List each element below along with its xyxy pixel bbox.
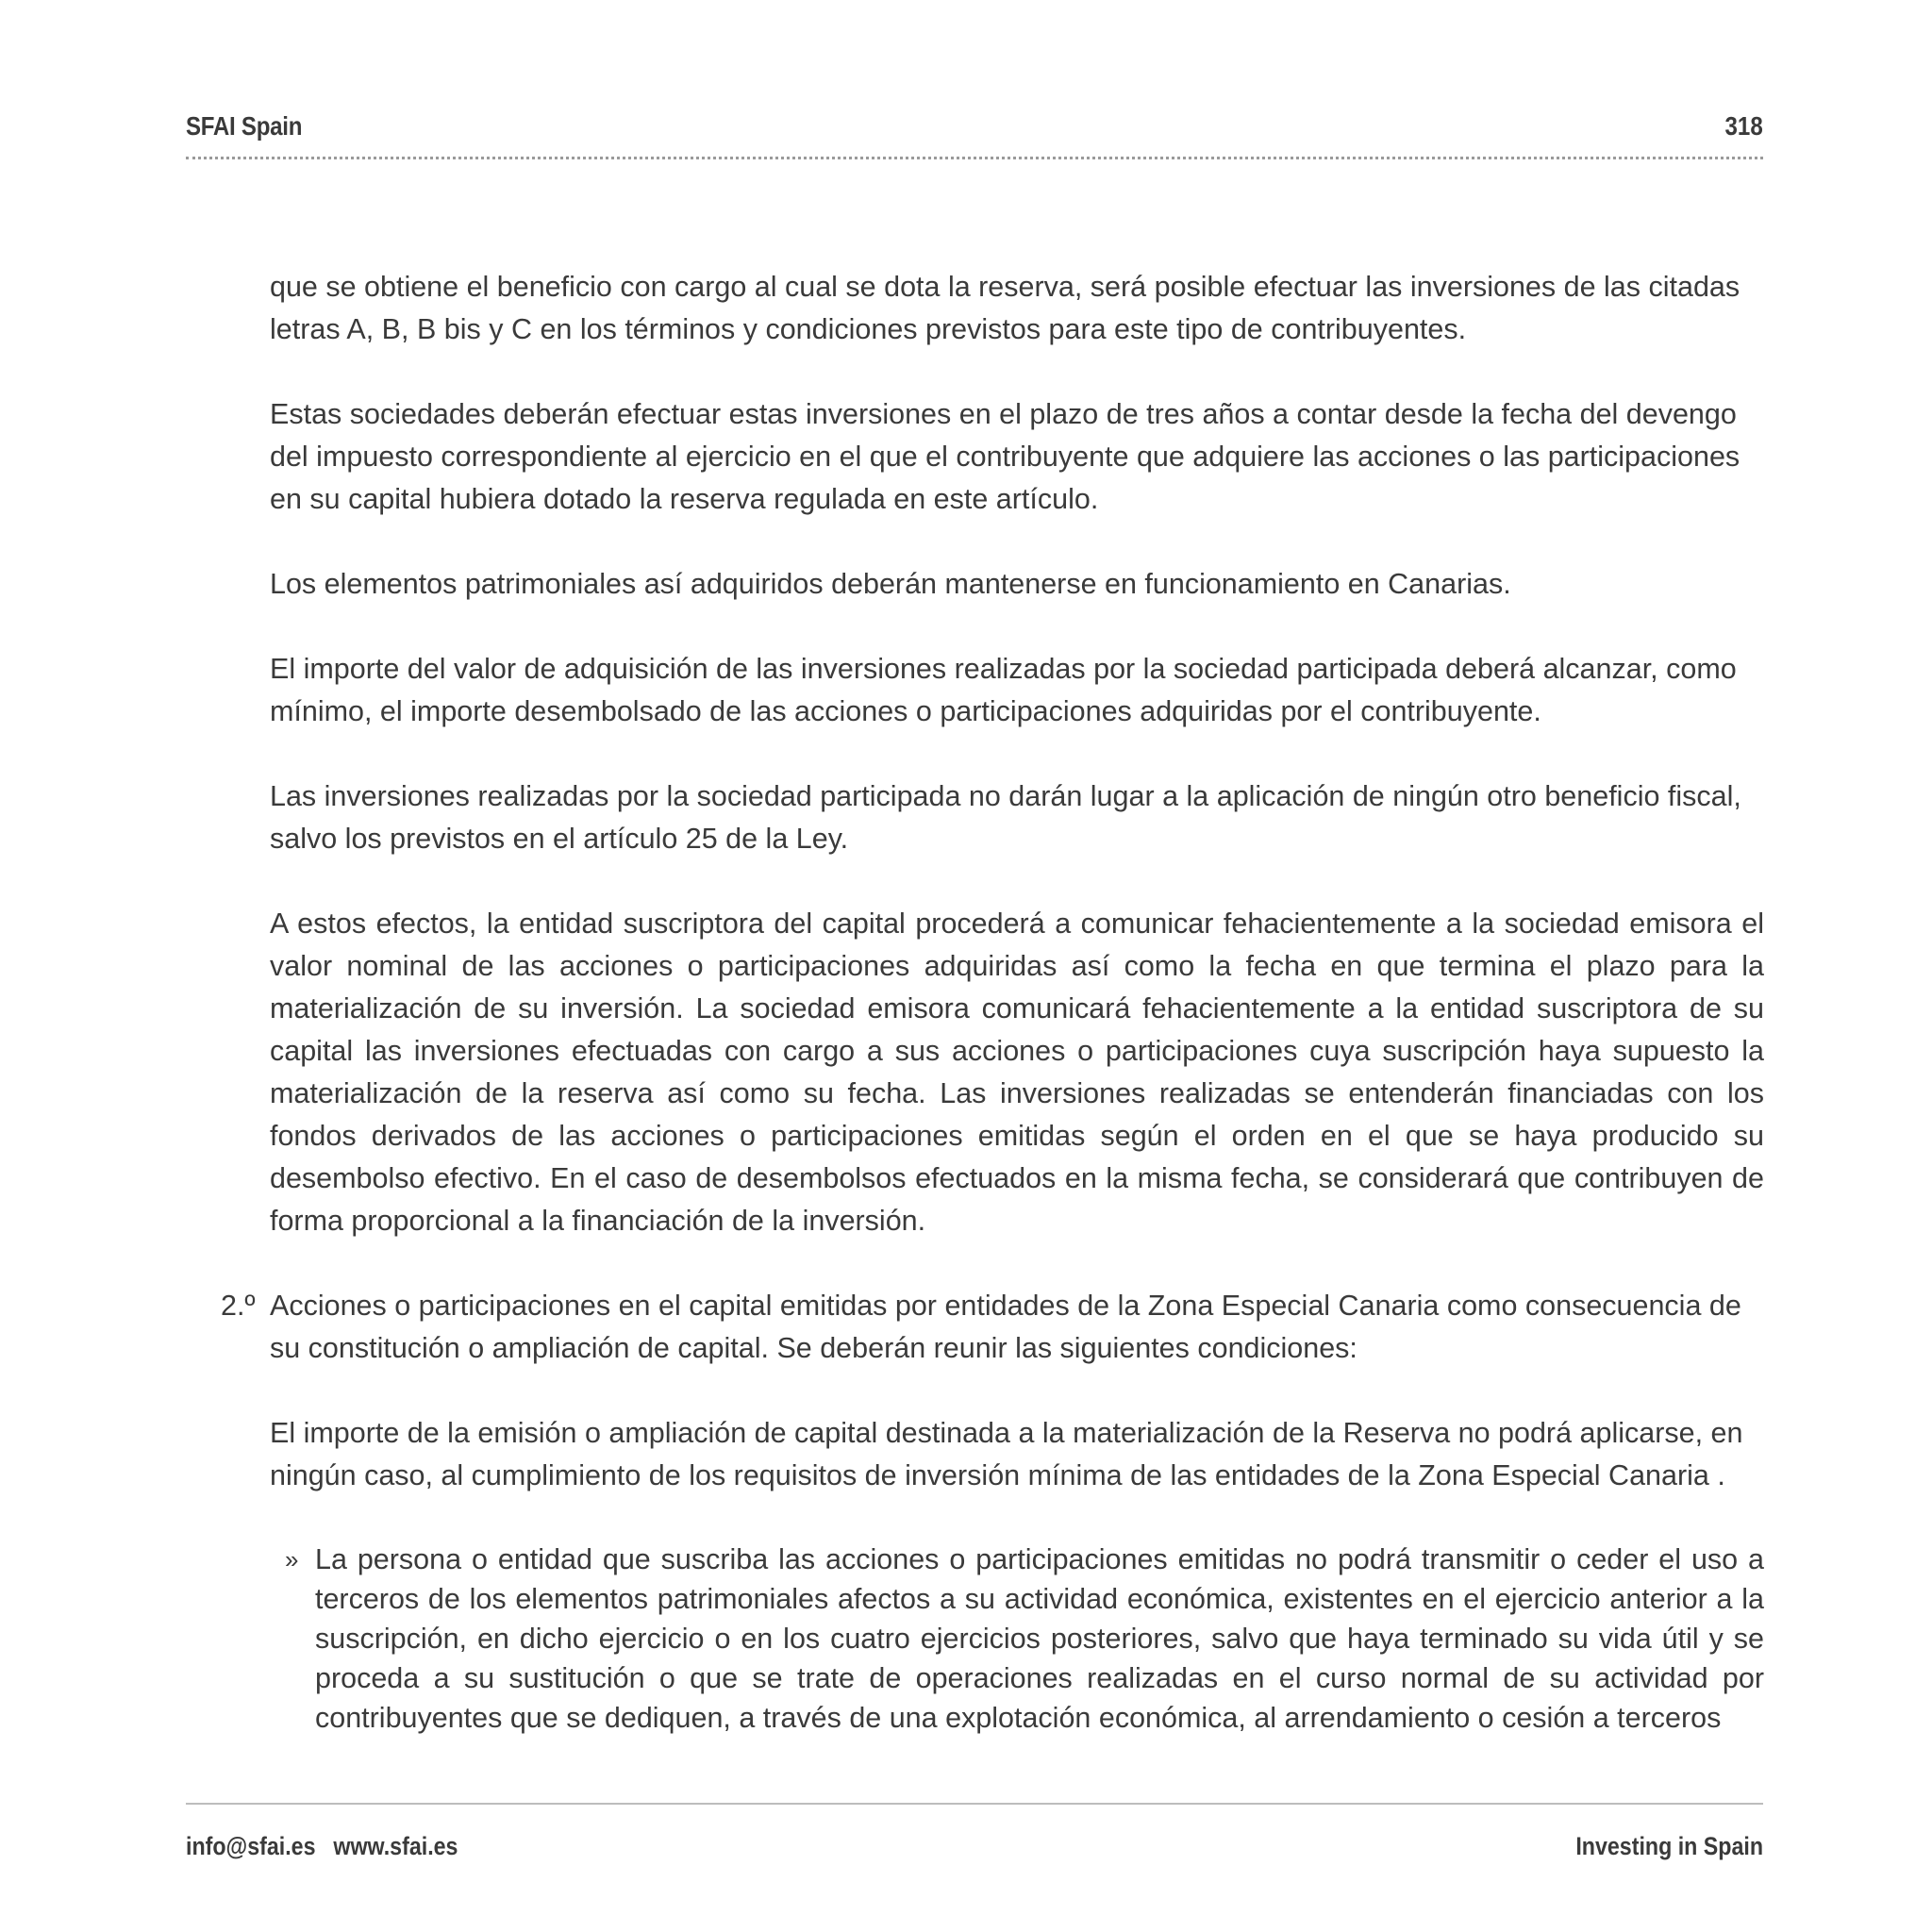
paragraph-5: Las inversiones realizadas por la sociedad participada no darán lugar a la aplicación de ningún otro beneficio fiscal, salvo los previstos en el artículo 25 de la Ley. [270, 780, 1741, 855]
paragraph-4: El importe del valor de adquisición de las inversiones realizadas por la sociedad participada deberá alcanzar, como mínimo, el importe desembolsado de las acciones o participaciones adquiridas por el contribuyente. [270, 653, 1737, 727]
footer-email-link[interactable]: info@sfai.es [186, 1832, 316, 1860]
bullet-marker: » [285, 1545, 299, 1574]
numbered-item-2 [221, 1285, 1764, 1370]
bullet-text: La persona o entidad que suscriba las acciones o participaciones emitidas no podrá transmitir o ceder el uso a terceros de los elementos patrimoniales afectos a su actividad económica, existentes en el ejercicio anterior a la suscripción, en dicho ejercicio o en los cuatro ejercicios posteriores, salvo que haya terminado su vida útil y se proceda a su sustitución o que se trate de operaciones realizadas en el curso normal de su actividad por contribuyentes que se dediquen, a través de una explotación económica, al arrendamiento o cesión a terceros [315, 1543, 1764, 1734]
paragraph-6: A estos efectos, la entidad suscriptora del capital procederá a comunicar fehacientemente a la sociedad emisora el valor nominal de las acciones o participaciones adquiridas así como la fecha en que termina el plazo para la materialización de su inversión. La sociedad emisora comunicará fehacientemente a la entidad suscriptora de su capital las inversiones efectuadas con cargo a sus acciones o participaciones cuya suscripción haya supuesto la materialización de la reserva así como su fecha. Las inversiones realizadas se entenderán financiadas con los fondos derivados de las acciones o participaciones emitidas según el orden en el que se haya producido su desembolso efectivo. En el caso de desembolsos efectuados en la misma fecha, se considerará que contribuyen de forma proporcional a la financiación de la inversión. [270, 908, 1764, 1237]
footer-publication: Investing in Spain [1575, 1832, 1763, 1860]
paragraph-7: El importe de la emisión o ampliación de capital destinada a la materialización de la Reserva no podrá aplicarse, en ningún caso, al cumplimiento de los requisitos de inversión mínima de las entidades de la Zona Especial Canaria . [270, 1417, 1743, 1491]
document-body [221, 266, 1764, 1780]
page-footer [186, 1832, 1763, 1870]
header-brand: SFAI Spain [186, 111, 303, 141]
page-number: 318 [1724, 111, 1763, 141]
item-text: Acciones o participaciones en el capital emitidas por entidades de la Zona Especial Canaria como consecuencia de su constitución o ampliación de capital. Se deberán reunir las siguientes condiciones: [270, 1290, 1741, 1364]
paragraph-2: Estas sociedades deberán efectuar estas inversiones en el plazo de tres años a contar desde la fecha del devengo del impuesto correspondiente al ejercicio en el que el contribuyente que adquiere las acciones o las participaciones en su capital hubiera dotado la reserva regulada en este artículo. [270, 398, 1740, 515]
paragraph-3: Los elementos patrimoniales así adquiridos deberán mantenerse en funcionamiento en Canarias. [270, 568, 1511, 600]
footer-divider [186, 1803, 1763, 1805]
header-dotted-divider [186, 157, 1763, 159]
bullet-item-1 [270, 1540, 1764, 1738]
page-header [186, 102, 1763, 158]
footer-website-link[interactable]: www.sfai.es [333, 1832, 458, 1860]
footer-contact [186, 1832, 458, 1861]
item-number: 2.º [221, 1290, 256, 1322]
paragraph-1: que se obtiene el beneficio con cargo al cual se dota la reserva, será posible efectuar las inversiones de las citadas letras A, B, B bis y C en los términos y condiciones previstos para este tipo de contribuyentes. [270, 271, 1740, 345]
